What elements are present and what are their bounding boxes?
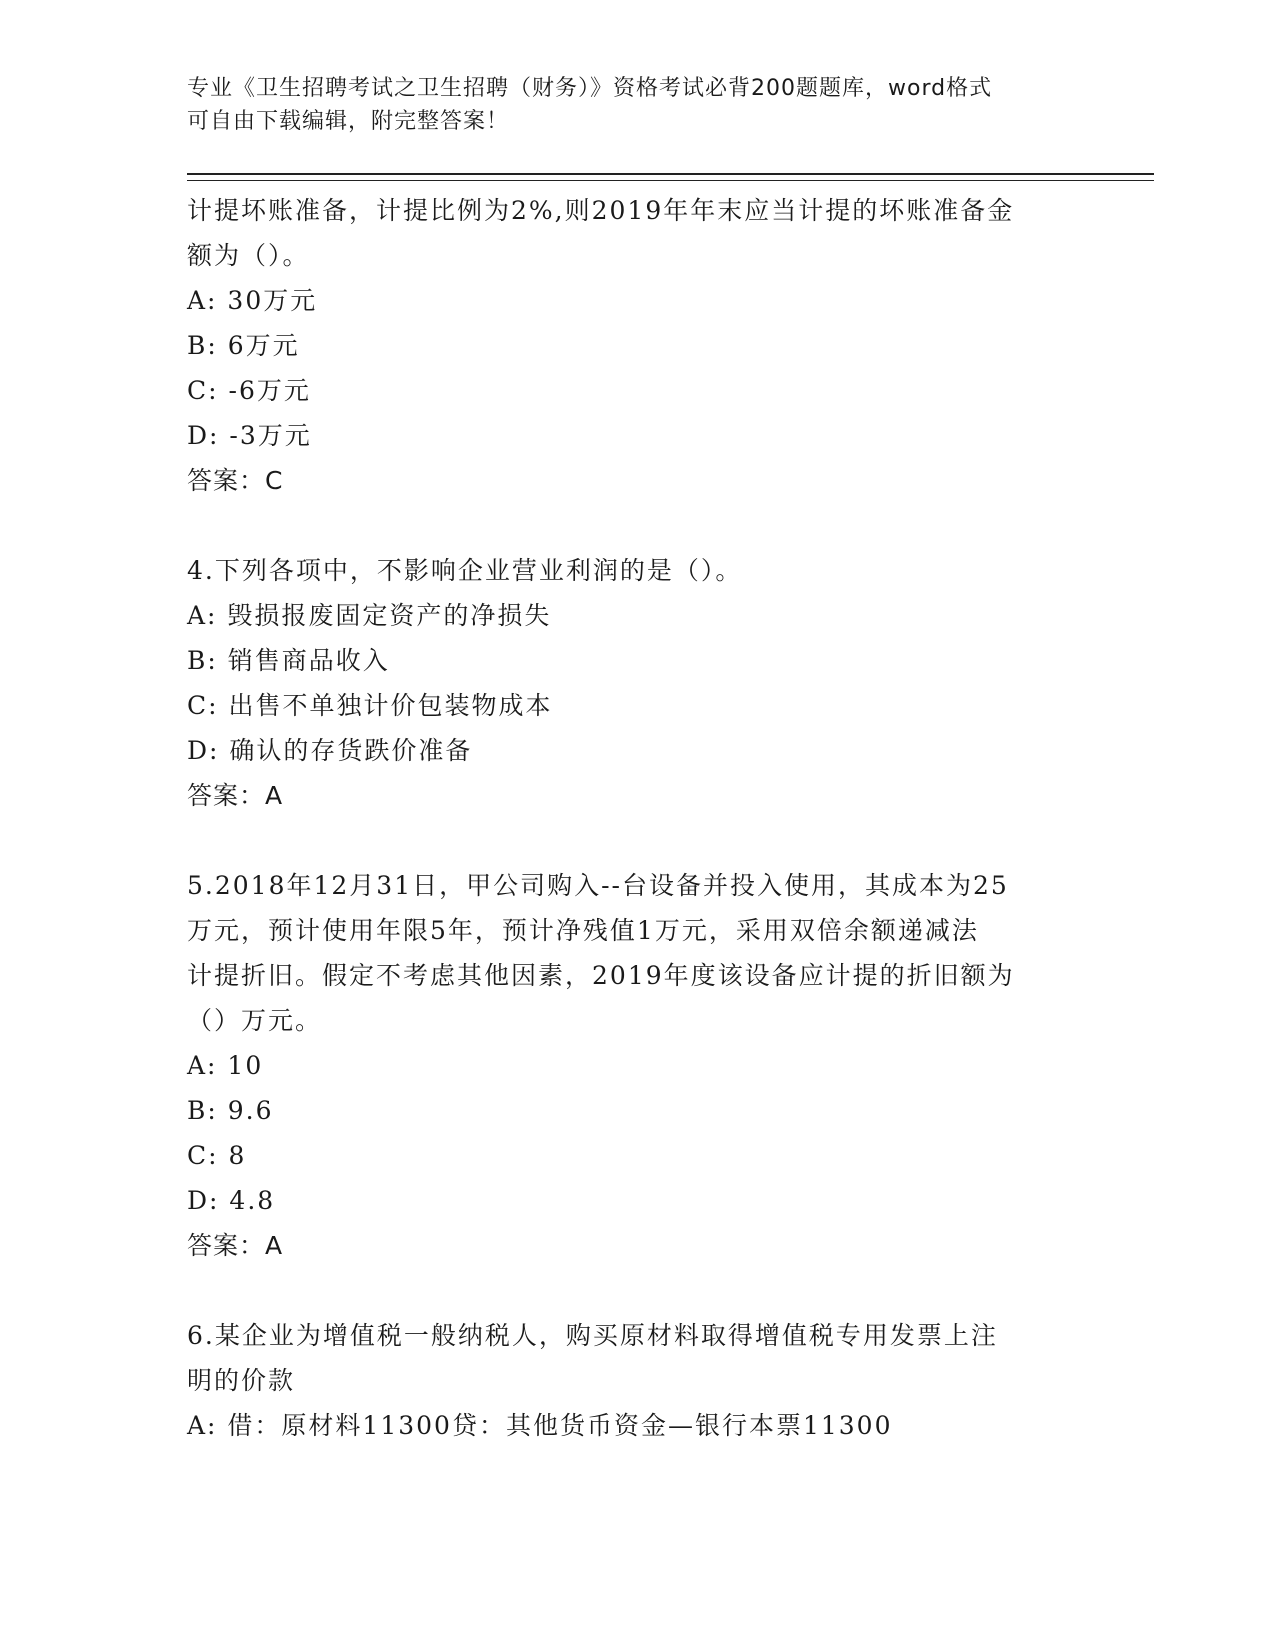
answer-line: 答案：A [187, 781, 284, 810]
question-block-5 [187, 863, 1087, 1268]
header-line-2: 可自由下载编辑，附完整答案！ [187, 109, 510, 134]
option-c: C: 8 [187, 1141, 247, 1170]
spacer [187, 818, 1087, 863]
spacer [187, 503, 1087, 548]
option-c: C: -6万元 [187, 376, 311, 405]
option-a: A: 10 [187, 1051, 264, 1080]
document-header [187, 72, 1077, 138]
option-a: A: 毁损报废固定资产的净损失 [187, 601, 552, 630]
question-content [187, 188, 1087, 1448]
option-d: D: -3万元 [187, 421, 312, 450]
question-block-4 [187, 548, 1087, 818]
header-rule-thin [187, 180, 1154, 181]
option-d: D: 确认的存货跌价准备 [187, 736, 473, 765]
option-b: B: 销售商品收入 [187, 646, 390, 675]
header-line-1: 专业《卫生招聘考试之卫生招聘（财务）》资格考试必背200题题库，word格式 [187, 76, 993, 101]
spacer [187, 1268, 1087, 1313]
option-b: B: 9.6 [187, 1096, 274, 1125]
question-stem-line: 明的价款 [187, 1366, 296, 1395]
option-d: D: 4.8 [187, 1186, 276, 1215]
option-a: A: 借：原材料11300贷：其他货币资金—银行本票11300 [187, 1411, 893, 1440]
option-a: A: 30万元 [187, 286, 318, 315]
question-stem-line: 万元，预计使用年限5年，预计净残值1万元，采用双倍余额递减法 [187, 916, 979, 945]
header-rule-thick [187, 173, 1154, 175]
question-block-3 [187, 188, 1087, 503]
question-stem-line: 5.2018年12月31日，甲公司购入--台设备并投入使用，其成本为25 [187, 871, 1009, 900]
option-c: C: 出售不单独计价包装物成本 [187, 691, 553, 720]
question-stem-line: 计提折旧。假定不考虑其他因素，2019年度该设备应计提的折旧额为 [187, 961, 1015, 990]
question-stem-line: 6.某企业为增值税一般纳税人，购买原材料取得增值税专用发票上注 [187, 1321, 998, 1350]
question-stem-line: 4.下列各项中，不影响企业营业利润的是（）。 [187, 556, 743, 585]
answer-line: 答案：A [187, 1231, 284, 1260]
question-stem-line: 额为（）。 [187, 241, 310, 270]
question-stem-line: 计提坏账准备，计提比例为2%,则2019年年末应当计提的坏账准备金 [187, 196, 1015, 225]
question-block-6 [187, 1313, 1087, 1448]
option-b: B: 6万元 [187, 331, 300, 360]
answer-line: 答案：C [187, 466, 284, 495]
question-stem-line: （）万元。 [187, 1006, 323, 1035]
